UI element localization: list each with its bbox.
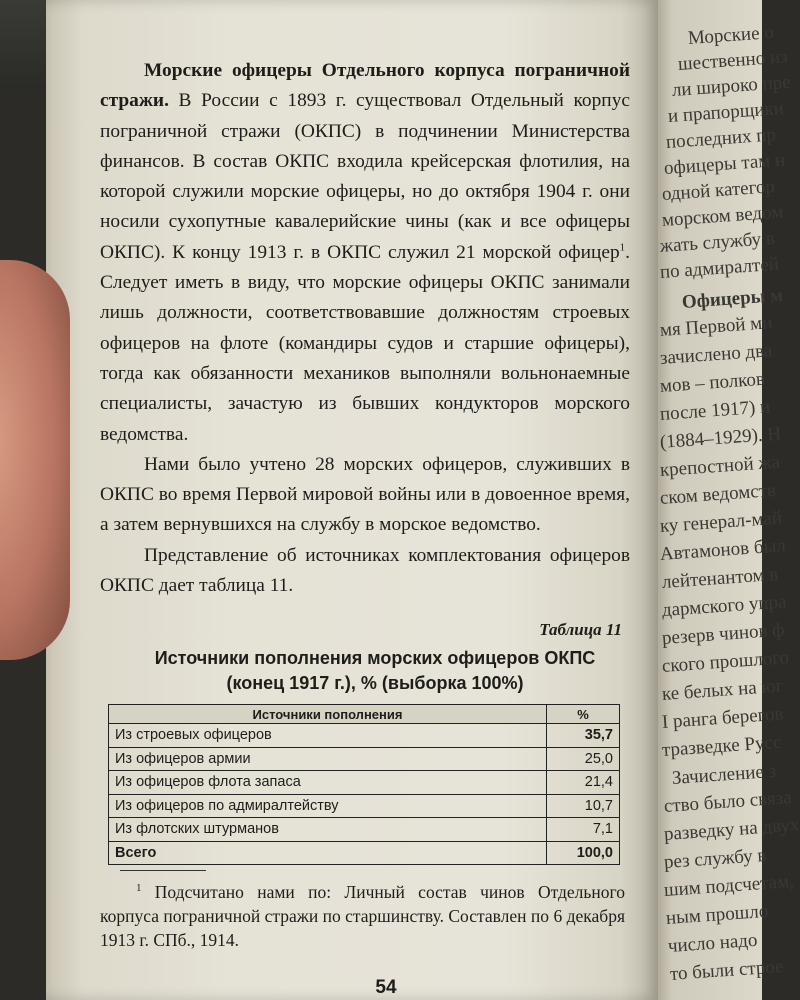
table-title-line-2: (конец 1917 г.), % (выборка 100%) — [226, 673, 524, 693]
table-row — [109, 794, 620, 818]
right-page-line: число надо — [667, 929, 759, 957]
right-page-line: и прапорщики — [667, 97, 785, 127]
right-page — [652, 0, 800, 1000]
right-page-line: морском ведом — [661, 201, 784, 231]
thumb — [0, 260, 70, 660]
row-percent: 100,0 — [547, 841, 620, 865]
table-row — [109, 818, 620, 842]
header-source: Источники пополнения — [109, 705, 547, 724]
page-number: 54 — [375, 977, 397, 998]
footnote — [100, 880, 625, 952]
row-source: Из флотских штурманов — [109, 818, 547, 842]
right-page-line: то были строе — [669, 956, 785, 985]
right-page-line: Автамонов был — [659, 535, 787, 565]
right-page-line: Зачисление з — [671, 760, 777, 789]
paragraph-1 — [100, 56, 630, 450]
right-page-line: шим подсчетам, — [663, 870, 795, 901]
footnote-marker: 1 — [136, 882, 142, 895]
right-page-line: шественно из — [677, 46, 789, 75]
paragraph-1-tail: . Следует иметь в виду, что морские офицеры ОКПС занимали лишь должности, соответствовавшие должностям строевых офицеров на флоте (командиры судов и старшие офицеры), тогда как обязанности механиков выполняли вольнонаемные специалисты, зачастую из бывших кондукторов морского ведомства. — [100, 241, 630, 445]
table-header-row — [109, 705, 620, 724]
sources-table — [108, 704, 620, 865]
row-percent: 21,4 — [547, 771, 620, 795]
paragraph-2: Нами было учтено 28 морских офицеров, служивших в ОКПС во время Первой мировой войны или в довоенное время, а затем вернувшихся на службу в морское ведомство. — [100, 453, 630, 536]
right-page-line: ным прошло — [665, 900, 769, 929]
footnote-divider — [120, 870, 206, 871]
footnote-text: Подсчитано нами по: Личный состав чинов Отдельного корпуса пограничной стражи по старшинству. Составлен по 6 декабря 1913 г. СПб., 1914. — [100, 882, 625, 950]
right-page-line: крепостной жа — [659, 451, 781, 481]
right-page-line: Морские о — [687, 22, 775, 49]
right-page-line: рез службу в — [663, 844, 768, 873]
section-heading: Морские офицеры Отдельного корпуса пограничной стражи. — [100, 60, 630, 112]
right-page-line: лейтенантом в — [661, 563, 779, 593]
row-source: Из офицеров армии — [109, 747, 547, 771]
right-page-line: ли широко пре — [671, 71, 792, 101]
right-page-line: жать службу в — [659, 228, 776, 257]
table-row — [109, 771, 620, 795]
table-title-line-1: Источники пополнения морских офицеров ОКПС — [154, 648, 596, 668]
right-page-line: резерв чинов ф — [661, 619, 786, 649]
table-label: Таблица 11 — [539, 620, 622, 639]
footnote-ref: 1 — [619, 241, 626, 254]
row-source: Из офицеров по адмиралтейству — [109, 794, 547, 818]
right-page-line: I ранга берегов — [661, 703, 785, 733]
right-page-line: последних пр — [665, 124, 777, 153]
row-percent: 7,1 — [547, 818, 620, 842]
right-page-line: Офицеры м — [681, 284, 784, 313]
right-page-line: по адмиралтей — [659, 253, 780, 283]
row-percent: 10,7 — [547, 794, 620, 818]
right-page-line: ство было связа — [663, 787, 793, 817]
right-page-line: одной категор — [661, 176, 776, 205]
right-page-line: ском ведомств — [659, 479, 777, 509]
body-text — [100, 56, 630, 601]
row-percent: 25,0 — [547, 747, 620, 771]
right-page-line: после 1917) и — [659, 396, 771, 425]
right-page-line: мя Первой ми — [659, 312, 774, 341]
row-source: Всего — [109, 841, 547, 865]
right-page-line: дармского упра — [661, 591, 788, 621]
header-percent: % — [547, 705, 620, 724]
table-total-row — [109, 841, 620, 865]
table-row — [109, 747, 620, 771]
right-page-line: зачислено два — [659, 340, 773, 369]
right-page-line: (1884–1929). Н — [659, 423, 782, 453]
right-page-line: офицеры там н — [663, 149, 786, 179]
right-page-line: ского прошлого — [661, 647, 790, 677]
right-page-line: ке белых на юг — [661, 675, 785, 705]
right-page-line: тразведке Русс — [661, 731, 782, 761]
row-percent: 35,7 — [547, 724, 620, 748]
right-page-line: разведку на двух — [663, 814, 800, 845]
paragraph-3: Представление об источниках комплектования офицеров ОКПС дает таблица 11. — [100, 544, 630, 597]
right-page-line: мов – полков — [659, 368, 766, 397]
row-source: Из офицеров флота запаса — [109, 771, 547, 795]
table-title — [110, 646, 640, 696]
table-row — [109, 724, 620, 748]
paragraph-1-body: В России с 1893 г. существовал Отдельный корпус пограничной стражи (ОКПС) в подчинении Министерства финансов. В состав ОКПС входила крейсерская флотилия, на которой служили морские офицеры, но до октября 1904 г. они носили сухопутные кавалерийские чины (как и все офицеры ОКПС). К концу 1913 г. в ОКПС служил 21 морской офицер — [100, 90, 630, 263]
right-page-line: ку генерал-май — [659, 507, 783, 537]
row-source: Из строевых офицеров — [109, 724, 547, 748]
